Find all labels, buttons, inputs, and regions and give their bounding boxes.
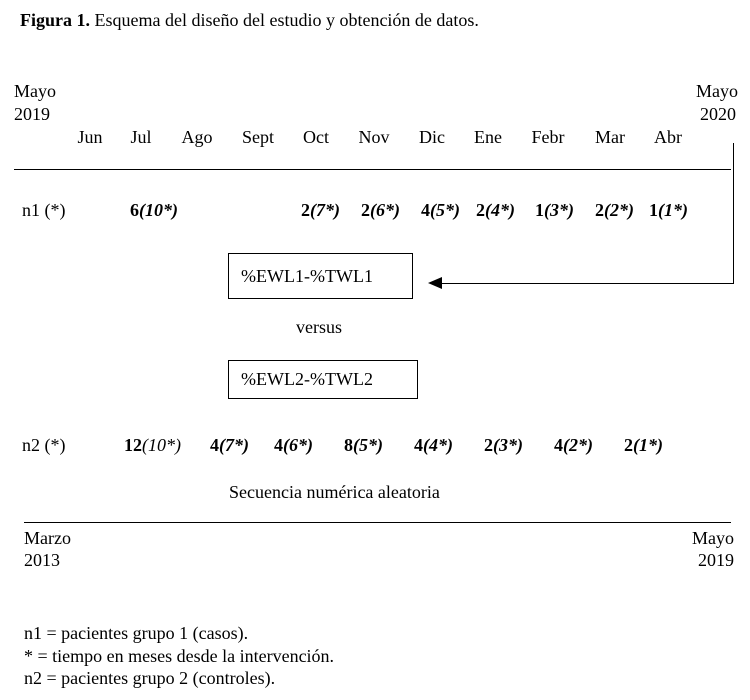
- n2-label: n2 (*): [22, 435, 66, 455]
- arrow-head-icon: [428, 277, 442, 289]
- n2-months: (2*): [563, 435, 593, 455]
- month-label: Jun: [77, 127, 103, 147]
- month-label: Nov: [358, 127, 390, 147]
- n1-count: 2: [595, 200, 604, 220]
- n1-count: 4: [421, 200, 430, 220]
- month-label: Abr: [654, 127, 682, 147]
- n1-count: 1: [649, 200, 658, 220]
- n1-months: (6*): [370, 200, 400, 220]
- n1-months: (7*): [310, 200, 340, 220]
- n2-entry: [210, 434, 249, 456]
- n2-count: 2: [484, 435, 493, 455]
- n1-entry: [595, 199, 634, 221]
- n2-months: (10*): [142, 435, 181, 455]
- n2-months: (1*): [633, 435, 663, 455]
- box-ewl2-twl2: [228, 360, 418, 399]
- bottom-start-month: Marzo: [24, 528, 71, 548]
- n2-entry: [554, 434, 593, 456]
- top-end-year: 2020: [700, 104, 736, 124]
- n1-entry: [649, 199, 688, 221]
- n1-entry: [301, 199, 340, 221]
- bottom-timeline-line: [24, 522, 731, 523]
- bottom-end-month: Mayo: [692, 528, 734, 548]
- top-end-month: Mayo: [696, 81, 738, 101]
- n2-count: 8: [344, 435, 353, 455]
- n2-count: 4: [210, 435, 219, 455]
- n1-months: (3*): [544, 200, 574, 220]
- n2-count: 2: [624, 435, 633, 455]
- n2-months: (6*): [283, 435, 313, 455]
- connector-vertical-line: [733, 143, 734, 284]
- n2-entry: [344, 434, 383, 456]
- n1-count: 2: [476, 200, 485, 220]
- n1-months: (2*): [604, 200, 634, 220]
- n1-entry: [476, 199, 515, 221]
- month-label: Jul: [130, 127, 152, 147]
- n2-months: (4*): [423, 435, 453, 455]
- n1-months: (5*): [430, 200, 460, 220]
- legend-asterisk: * = tiempo en meses desde la intervención.: [24, 646, 335, 666]
- n1-count: 6: [130, 200, 139, 220]
- figure-caption: [20, 10, 479, 31]
- n2-months: (3*): [493, 435, 523, 455]
- n2-count: 4: [274, 435, 283, 455]
- month-label: Sept: [241, 127, 274, 147]
- n2-entry: [414, 434, 453, 456]
- month-label: Ago: [181, 127, 213, 147]
- n2-count: 4: [554, 435, 563, 455]
- legend-n1: n1 = pacientes grupo 1 (casos).: [24, 623, 249, 643]
- sequence-label: Secuencia numérica aleatoria: [229, 482, 440, 502]
- n1-entry: [361, 199, 400, 221]
- month-label: Dic: [419, 127, 445, 147]
- n1-entry: [535, 199, 574, 221]
- month-label: Ene: [474, 127, 502, 147]
- n1-months: (10*): [139, 200, 178, 220]
- n1-count: 1: [535, 200, 544, 220]
- top-start-year: 2019: [14, 104, 50, 124]
- n2-count: 12: [124, 435, 142, 455]
- n1-months: (1*): [658, 200, 688, 220]
- bottom-end-year: 2019: [698, 550, 734, 570]
- n2-months: (5*): [353, 435, 383, 455]
- n1-count: 2: [361, 200, 370, 220]
- month-label: Mar: [595, 127, 625, 147]
- top-start-month: Mayo: [14, 81, 56, 101]
- n1-months: (4*): [485, 200, 515, 220]
- n1-entry: [130, 199, 178, 221]
- top-timeline-line: [14, 169, 731, 170]
- n2-count: 4: [414, 435, 423, 455]
- n2-entry: [274, 434, 313, 456]
- month-label: Oct: [303, 127, 329, 147]
- n2-entry: [624, 434, 663, 456]
- legend-n2: n2 = pacientes grupo 2 (controles).: [24, 668, 276, 688]
- n1-count: 2: [301, 200, 310, 220]
- n2-entry: [484, 434, 523, 456]
- n1-entry: [421, 199, 460, 221]
- month-label: Febr: [531, 127, 565, 147]
- n2-entry: [124, 434, 181, 456]
- box-ewl1-twl1: [228, 253, 413, 299]
- box-ewl1-twl1-text: %EWL1-%TWL1: [241, 265, 373, 286]
- versus-label: versus: [296, 317, 342, 337]
- box-ewl2-twl2-text: %EWL2-%TWL2: [241, 369, 373, 389]
- figure-caption-text: Esquema del diseño del estudio y obtención de datos.: [90, 10, 479, 30]
- n1-label: n1 (*): [22, 200, 66, 220]
- connector-horizontal-line: [438, 283, 734, 284]
- bottom-start-year: 2013: [24, 550, 60, 570]
- n2-months: (7*): [219, 435, 249, 455]
- figure-caption-label: Figura 1.: [20, 10, 90, 30]
